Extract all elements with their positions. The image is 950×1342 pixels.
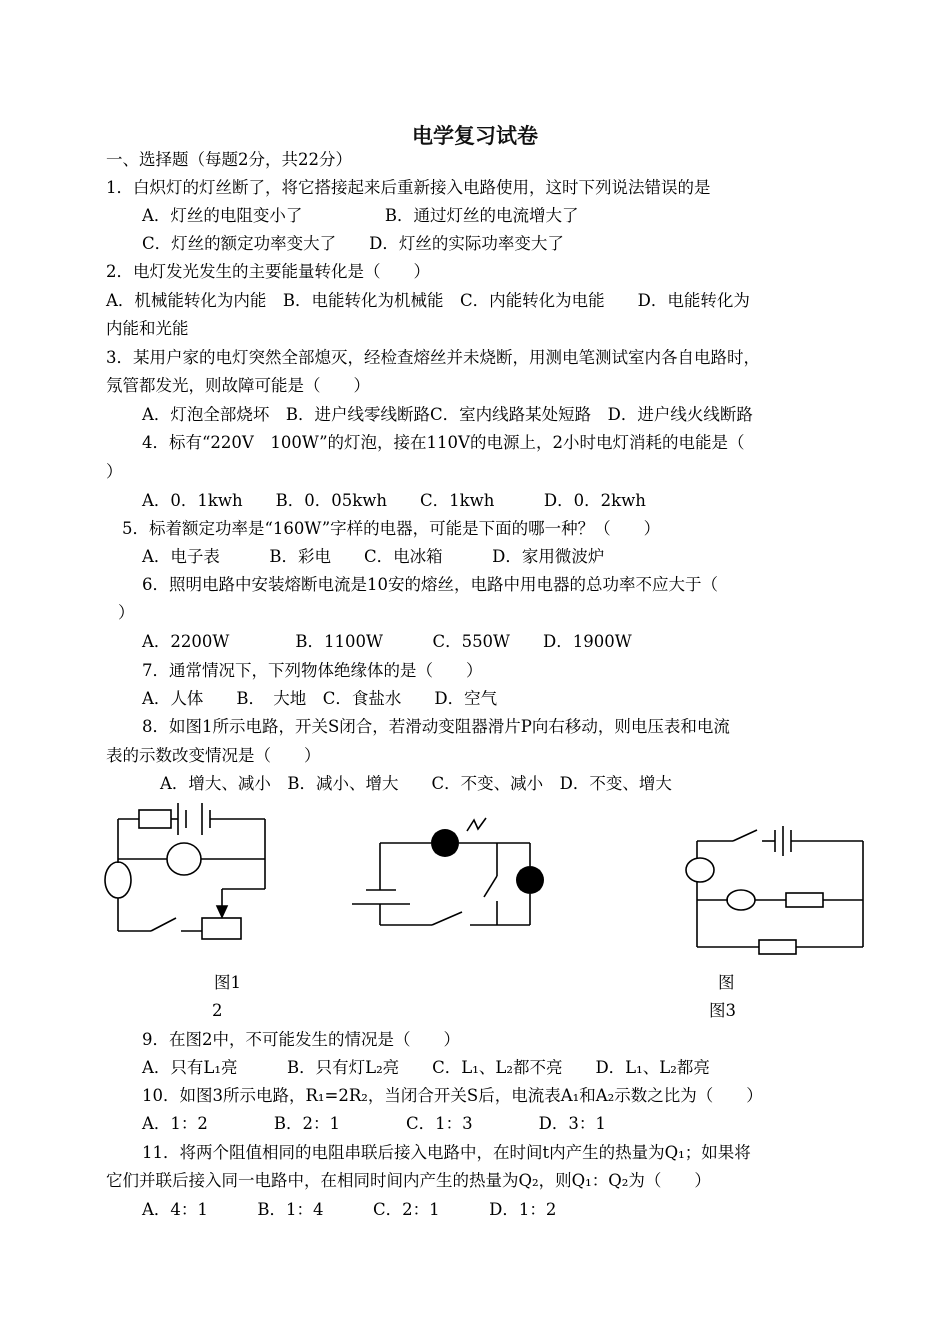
q5-stem: 5．标着额定功率是“160W”字样的电器，可能是下面的哪一种？（ ） <box>122 519 661 538</box>
q4-options: A．0．1kwh B．0．05kwh C．1kwh D．0．2kwh <box>142 491 646 510</box>
q4-stem-line2: ） <box>106 462 123 481</box>
fig1-voltmeter <box>105 862 131 898</box>
fig1-slider-arrow <box>217 906 227 917</box>
q4-stem-line1: 4．标有“220V 100W”的灯泡，接在110V的电源上，2小时电灯消耗的电能是（ <box>142 433 745 452</box>
q3-stem-line2: 氖管都发光，则故障可能是（ ） <box>106 376 370 395</box>
q3-options: A．灯泡全部烧坏 B．进户线零线断路C．室内线路某处短路 D．进户线火线断路 <box>142 405 753 424</box>
q1-options-cd: C．灯丝的额定功率变大了 D．灯丝的实际功率变大了 <box>142 234 564 253</box>
q7-options: A．人体 B． 大地 C．食盐水 D．空气 <box>142 689 498 708</box>
fig1-switch <box>151 918 176 931</box>
q9-options: A．只有L₁亮 B．只有灯L₂亮 C．L₁、L₂都不亮 D．L₁、L₂都亮 <box>142 1058 710 1077</box>
section-heading: 一、选择题（每题2分，共22分） <box>106 150 352 169</box>
q5-options: A．电子表 B．彩电 C．电冰箱 D．家用微波炉 <box>142 547 605 566</box>
fig2-caption-part1: 图 <box>718 973 735 992</box>
fig1-ammeter <box>167 843 201 875</box>
figure-2-circuit <box>352 818 544 925</box>
fig2-switch-middle <box>484 876 497 897</box>
fig2-l2-marker <box>467 818 486 831</box>
q9-stem: 9．在图2中，不可能发生的情况是（ ） <box>142 1030 460 1049</box>
fig1-resistor-top <box>139 810 171 828</box>
q8-options: A．增大、减小 B．减小、增大 C．不变、减小 D．不变、增大 <box>160 774 672 793</box>
fig1-rheostat <box>202 918 241 939</box>
q7-stem: 7．通常情况下，下列物体绝缘体的是（ ） <box>142 661 483 680</box>
q6-options: A．2200W B．1100W C．550W D．1900W <box>142 632 632 651</box>
q1-stem: 1．白炽灯的灯丝断了，将它搭接起来后重新接入电路使用，这时下列说法错误的是 <box>106 178 711 197</box>
fig2-switch-bottom <box>432 912 462 925</box>
q6-stem-line1: 6．照明电路中安装熔断电流是10安的熔丝，电路中用电器的总功率不应大于（ <box>142 575 718 594</box>
q11-options: A．4：1 B．1：4 C．2：1 D．1：2 <box>142 1200 557 1219</box>
q11-stem-line1: 11．将两个阻值相同的电阻串联后接入电路中，在时间t内产生的热量为Q₁；如果将 <box>142 1143 751 1162</box>
figure-3-circuit <box>686 826 863 954</box>
figure-1-circuit <box>105 803 265 939</box>
q8-stem-line1: 8．如图1所示电路，开关S闭合，若滑动变阻器滑片P向右移动，则电压表和电流 <box>142 717 730 736</box>
q8-stem-line2: 表的示数改变情况是（ ） <box>106 746 321 765</box>
fig3-ammeter-a1 <box>686 858 714 882</box>
fig3-caption: 图3 <box>709 1001 736 1020</box>
fig3-switch <box>733 830 757 841</box>
fig3-ammeter-a2 <box>727 890 755 910</box>
page-title: 电学复习试卷 <box>412 124 538 148</box>
q1-options-ab: A．灯丝的电阻变小了 B．通过灯丝的电流增大了 <box>142 206 579 225</box>
q10-stem: 10．如图3所示电路，R₁=2R₂，当闭合开关S后，电流表A₁和A₂示数之比为（ ） <box>142 1086 763 1105</box>
q2-options-line2: 内能和光能 <box>106 319 189 338</box>
q3-stem-line1: 3．某用户家的电灯突然全部熄灭，经检查熔丝并未烧断，用测电笔测试室内各自电路时， <box>106 348 760 367</box>
q2-options-line1: A．机械能转化为内能 B．电能转化为机械能 C．内能转化为电能 D．电能转化为 <box>106 291 750 310</box>
q10-options: A．1：2 B．2：1 C．1：3 D．3：1 <box>142 1114 606 1133</box>
fig1-caption: 图1 <box>214 973 241 992</box>
q11-stem-line2: 它们并联后接入同一电路中，在相同时间内产生的热量为Q₂，则Q₁：Q₂为（ ） <box>106 1171 711 1190</box>
q2-stem: 2．电灯发光发生的主要能量转化是（ ） <box>106 262 430 281</box>
fig3-resistor-r2 <box>759 940 796 954</box>
fig3-resistor-r1 <box>786 893 823 907</box>
fig2-caption-part2: 2 <box>212 1001 223 1020</box>
q6-stem-line2: ） <box>118 603 135 622</box>
